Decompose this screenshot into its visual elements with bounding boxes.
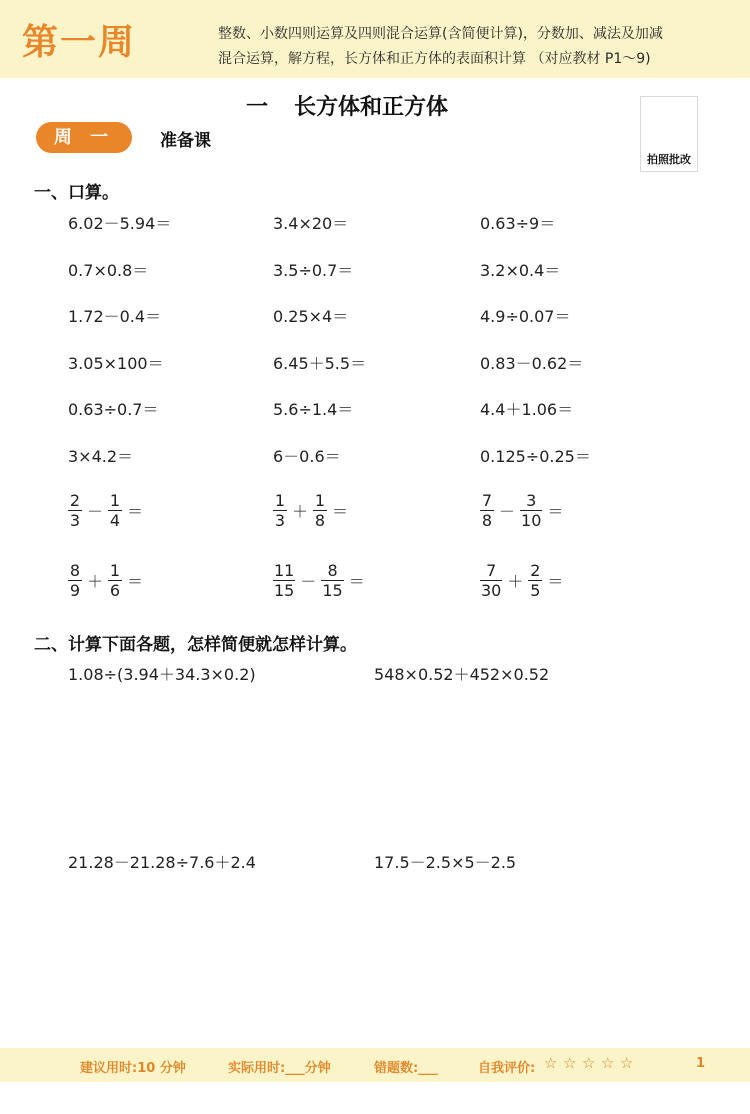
denominator: 10 [521, 511, 542, 530]
description-line-1: 整数、小数四则运算及四则混合运算(含简便计算)，分数加、减法及加减 [218, 26, 663, 42]
problem-r6-c1: 3×4.2＝ [68, 447, 134, 466]
actual-time: 实际用时:___分钟 [228, 1061, 331, 1076]
denominator: 5 [530, 581, 541, 600]
numerator: 3 [526, 491, 537, 510]
fraction-problem-r1-c3 [480, 491, 568, 530]
calc-problem-1: 1.08÷(3.94＋34.3×0.2) [68, 665, 256, 684]
star-icon[interactable]: ☆ [563, 1054, 577, 1072]
equals-sign: ＝ [547, 572, 564, 591]
problem-r5-c1: 0.63÷0.7＝ [68, 400, 159, 419]
operator: － [300, 572, 317, 591]
day-topic: 准备课 [160, 131, 211, 151]
day-badge: 周 一 [36, 122, 132, 153]
star-icon[interactable]: ☆ [582, 1054, 596, 1072]
numerator: 8 [327, 561, 338, 580]
fraction-problem-r2-c3 [480, 561, 568, 600]
fraction [68, 561, 82, 600]
problem-r2-c2: 3.5÷0.7＝ [273, 261, 354, 280]
week-title: 第一周 [22, 22, 137, 63]
problem-r6-c2: 6－0.6＝ [273, 447, 341, 466]
numerator: 1 [109, 491, 121, 510]
numerator: 8 [69, 561, 81, 580]
problem-r4-c3: 0.83－0.62＝ [480, 354, 584, 373]
section-2-title: 二、计算下面各题，怎样简便就怎样计算。 [34, 635, 357, 655]
fraction-problem-r2-c1 [68, 561, 148, 600]
problem-r5-c3: 4.4＋1.06＝ [480, 400, 574, 419]
self-evaluation-stars[interactable] [544, 1056, 639, 1071]
week-header [0, 0, 750, 78]
numerator: 7 [486, 561, 497, 580]
problem-r1-c2: 3.4×20＝ [273, 214, 349, 233]
unit-name: 长方体和正方体 [294, 95, 449, 120]
fraction-problem-r1-c2 [273, 491, 353, 530]
problem-r1-c3: 0.63÷9＝ [480, 214, 556, 233]
problem-r1-c1: 6.02－5.94＝ [68, 214, 172, 233]
fraction [520, 491, 542, 530]
description-line-2: 混合运算，解方程，长方体和正方体的表面积计算 （对应教材 P1～9) [218, 51, 651, 67]
operator: ＋ [87, 572, 104, 591]
denominator: 30 [481, 581, 502, 600]
calc-problem-4: 17.5－2.5×5－2.5 [374, 853, 517, 872]
star-icon[interactable]: ☆ [544, 1054, 558, 1072]
problem-r2-c3: 3.2×0.4＝ [480, 261, 561, 280]
denominator: 8 [481, 511, 493, 530]
denominator: 3 [69, 511, 81, 530]
error-count: 错题数:___ [374, 1061, 438, 1076]
problem-r2-c1: 0.7×0.8＝ [68, 261, 149, 280]
fraction-problem-r2-c2 [273, 561, 370, 600]
denominator: 3 [274, 511, 286, 530]
equals-sign: ＝ [332, 502, 349, 521]
problem-r3-c3: 4.9÷0.07＝ [480, 307, 571, 326]
equals-sign: ＝ [127, 502, 144, 521]
problem-r5-c2: 5.6÷1.4＝ [273, 400, 354, 419]
numerator: 1 [274, 491, 286, 510]
denominator: 15 [274, 581, 295, 600]
numerator: 2 [530, 561, 541, 580]
star-icon[interactable]: ☆ [601, 1054, 615, 1072]
denominator: 6 [109, 581, 121, 600]
denominator: 4 [109, 511, 121, 530]
operator: ＋ [292, 502, 309, 521]
equals-sign: ＝ [547, 502, 564, 521]
fraction [528, 561, 542, 600]
operator: ＋ [507, 572, 524, 591]
footer-bar [0, 1048, 750, 1082]
equals-sign: ＝ [348, 572, 365, 591]
star-icon[interactable]: ☆ [620, 1054, 634, 1072]
suggested-time: 建议用时:10 分钟 [80, 1061, 186, 1076]
problem-r3-c1: 1.72－0.4＝ [68, 307, 162, 326]
problem-r6-c3: 0.125÷0.25＝ [480, 447, 591, 466]
equals-sign: ＝ [127, 572, 144, 591]
fraction [313, 491, 327, 530]
problem-r3-c2: 0.25×4＝ [273, 307, 349, 326]
operator: － [87, 502, 104, 521]
denominator: 8 [314, 511, 326, 530]
page-number: 1 [696, 1056, 706, 1071]
unit-number: 一 [246, 95, 269, 120]
fraction-problem-r1-c1 [68, 491, 148, 530]
fraction [108, 491, 122, 530]
section-1-title: 一、口算。 [34, 183, 119, 203]
calc-problem-2: 548×0.52＋452×0.52 [374, 665, 550, 684]
fraction [480, 561, 502, 600]
fraction [273, 491, 287, 530]
fraction [108, 561, 122, 600]
numerator: 7 [481, 491, 493, 510]
numerator: 1 [109, 561, 121, 580]
fraction [480, 491, 494, 530]
calc-problem-3: 21.28－21.28÷7.6＋2.4 [68, 853, 256, 872]
unit-title [246, 90, 448, 121]
fraction [273, 561, 295, 600]
photo-correction-button[interactable] [640, 96, 698, 172]
fraction [321, 561, 343, 600]
problem-r4-c2: 6.45＋5.5＝ [273, 354, 367, 373]
numerator: 2 [69, 491, 81, 510]
week-description [218, 22, 738, 72]
photo-correction-label: 拍照批改 [647, 153, 691, 166]
self-evaluation-label: 自我评价: [478, 1061, 536, 1076]
problem-r4-c1: 3.05×100＝ [68, 354, 164, 373]
fraction [68, 491, 82, 530]
numerator: 11 [274, 561, 295, 580]
operator: － [499, 502, 516, 521]
denominator: 15 [322, 581, 343, 600]
numerator: 1 [314, 491, 326, 510]
denominator: 9 [69, 581, 81, 600]
